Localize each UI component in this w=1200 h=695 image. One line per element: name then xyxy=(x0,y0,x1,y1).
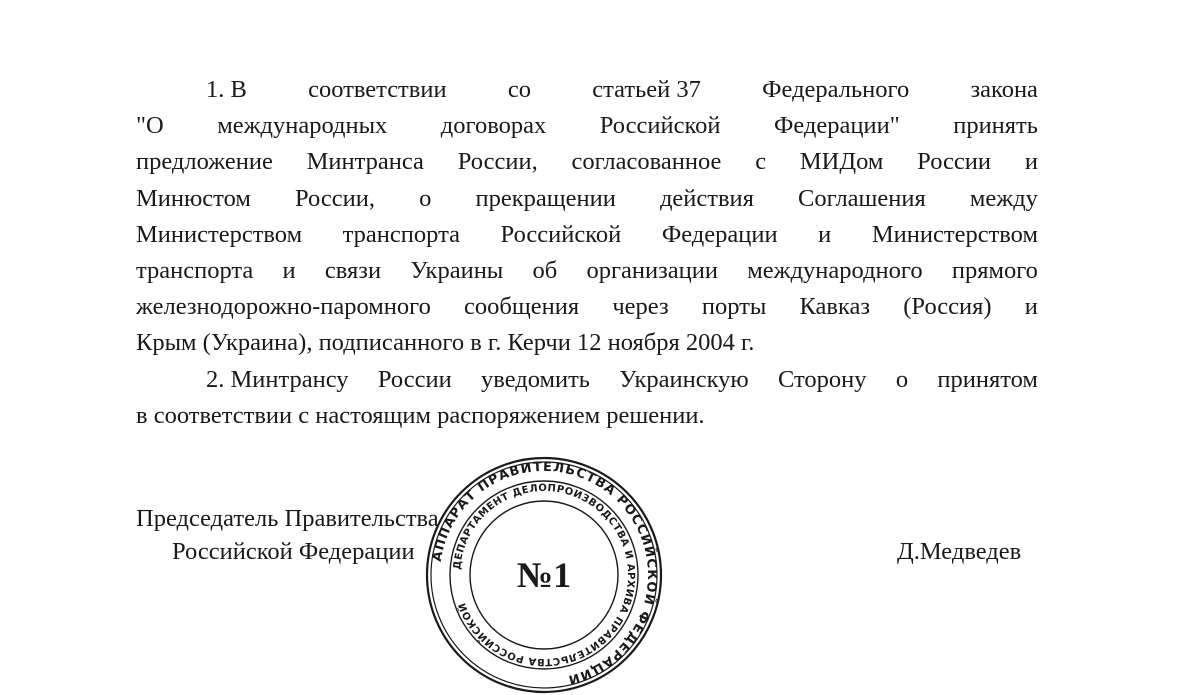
paragraph-1-line-4 xyxy=(136,181,1038,217)
word: России, xyxy=(457,148,538,176)
word: об xyxy=(532,256,558,284)
word: транспорта xyxy=(136,256,254,284)
word: связи xyxy=(324,256,382,284)
word: железнодорожно-паромного xyxy=(136,293,431,321)
word: Министерством xyxy=(871,220,1038,248)
word: с xyxy=(755,148,767,176)
word: и xyxy=(1024,148,1038,176)
word: соответствии xyxy=(308,76,447,103)
word: Федерации" xyxy=(773,112,900,140)
word: Кавказ xyxy=(799,293,871,321)
word: Федерального xyxy=(762,76,910,103)
word: согласованное xyxy=(571,148,722,176)
word: "О xyxy=(136,112,164,140)
word: уведомить xyxy=(481,365,590,393)
word: 1. В xyxy=(206,76,247,103)
paragraph-1-line-3 xyxy=(136,144,1038,180)
word: международных xyxy=(217,112,388,140)
word: и xyxy=(282,256,296,284)
paragraph-1-line-6 xyxy=(136,253,1038,289)
word: действия xyxy=(659,184,754,212)
word: со xyxy=(507,76,531,103)
paragraph-2-line-2: в соответствии с настоящим распоряжением решении. xyxy=(136,401,705,429)
paragraph-1-line-8: Крым (Украина), подписанного в г. Керчи 12 ноября 2004 г. xyxy=(136,329,755,357)
word: договорах xyxy=(440,112,547,140)
word: организации xyxy=(586,256,719,284)
paragraph-1-line-5 xyxy=(136,217,1038,253)
word: Федерации xyxy=(661,220,778,248)
paragraph-1-line-7 xyxy=(136,289,1038,325)
word: (Россия) xyxy=(903,293,992,321)
document-body xyxy=(136,72,1038,434)
word: Минюстом xyxy=(136,184,251,212)
word: через xyxy=(612,293,669,321)
word: России xyxy=(377,365,452,393)
official-seal-stamp xyxy=(424,455,664,695)
signatory-title-line-1: Председатель Правительства xyxy=(136,505,439,532)
word: 2. Минтрансу xyxy=(206,365,349,393)
word: МИДом xyxy=(799,148,884,176)
word: принять xyxy=(953,112,1038,140)
word: Соглашения xyxy=(798,184,926,212)
word: принятом xyxy=(937,365,1038,393)
word: предложение xyxy=(136,148,273,176)
word: России, xyxy=(294,184,375,212)
word: и xyxy=(1024,293,1038,321)
word: статьей 37 xyxy=(592,76,701,103)
word: России xyxy=(917,148,992,176)
word: Украины xyxy=(410,256,504,284)
word: Украинскую xyxy=(619,365,749,393)
word: Министерством xyxy=(136,220,303,248)
word: о xyxy=(419,184,432,212)
word: порты xyxy=(701,293,767,321)
seal-outer-text: АППАРАТ ПРАВИТЕЛЬСТВА РОССИЙСКОЙ ФЕДЕРАЦИИ xyxy=(429,459,660,688)
word: прекращении xyxy=(475,184,616,212)
word: сообщения xyxy=(464,293,580,321)
word: Российской xyxy=(500,220,622,248)
word: прямого xyxy=(951,256,1038,284)
word: и xyxy=(818,220,832,248)
word: о xyxy=(895,365,909,393)
word: международного xyxy=(747,256,923,284)
word: Российской xyxy=(599,112,721,140)
word: между xyxy=(969,184,1038,212)
word: Минтранса xyxy=(306,148,424,176)
paragraph-1-line-2 xyxy=(136,108,1038,144)
paragraph-2-line-1 xyxy=(136,362,1038,398)
seal-number: №1 xyxy=(516,555,572,595)
seal-inner-text: ДЕПАРТАМЕНТ ДЕЛОПРОИЗВОДСТВА И АРХИВА ПРАВИТЕЛЬСТВА РОССИЙСКОЙ xyxy=(452,482,637,668)
word: Сторону xyxy=(778,365,867,393)
signatory-name: Д.Медведев xyxy=(897,538,1022,565)
paragraph-1-line-1 xyxy=(136,72,1038,108)
signatory-title-line-2: Российской Федерации xyxy=(172,538,415,565)
word: закона xyxy=(970,76,1038,103)
word: транспорта xyxy=(342,220,460,248)
